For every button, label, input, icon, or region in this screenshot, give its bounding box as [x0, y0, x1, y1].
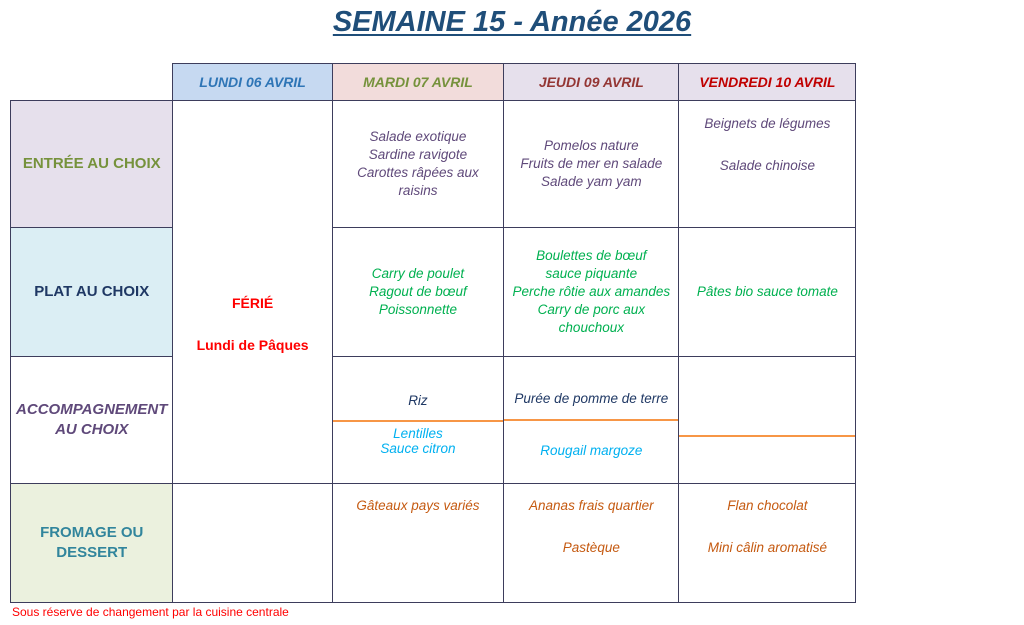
menu-item: Boulettes de bœuf sauce piquante: [536, 248, 647, 281]
menu-item: Riz: [333, 380, 504, 422]
menu-item: Purée de pomme de terre: [504, 379, 678, 421]
dessert-mardi: [332, 484, 504, 603]
menu-item: Sardine ravigote: [368, 147, 468, 162]
day-header-vendredi: VENDREDI 10 AVRIL: [679, 64, 856, 101]
accompagnement-jeudi: [504, 357, 679, 484]
menu-item: Sauce citron: [380, 441, 456, 456]
menu-item: Pastèque: [562, 540, 620, 555]
category-accompagnement: ACCOMPAGNEMENT AU CHOIX: [11, 357, 173, 484]
menu-table: [10, 63, 1024, 603]
entree-vendredi: [679, 101, 856, 228]
category-entree: ENTRÉE AU CHOIX: [11, 101, 173, 228]
dessert-jeudi: [504, 484, 679, 603]
menu-item: Beignets de légumes: [704, 116, 831, 131]
menu-item: Flan chocolat: [727, 498, 808, 513]
lundi-holiday-cell: [173, 101, 332, 484]
menu-item: Carottes râpées aux raisins: [357, 165, 479, 198]
dessert-vendredi: [679, 484, 856, 603]
plat-row: [11, 228, 1024, 357]
accompagnement-mardi: [332, 357, 504, 484]
menu-item: Ragout de bœuf: [369, 284, 467, 299]
menu-item: Perche rôtie aux amandes: [512, 284, 671, 299]
menu-item: Fruits de mer en salade: [520, 156, 663, 171]
menu-item: Pomelos nature: [544, 138, 639, 153]
dessert-lundi: [173, 484, 332, 603]
day-header-lundi: LUNDI 06 AVRIL: [173, 64, 332, 101]
menu-item: Mini câlin aromatisé: [707, 540, 828, 555]
menu-item: Salade exotique: [369, 129, 467, 144]
holiday-name: Lundi de Pâques: [196, 337, 309, 353]
accompagnement-row: [11, 357, 1024, 484]
menu-item: Ananas frais quartier: [529, 498, 654, 513]
accompagnement-vendredi: [679, 357, 856, 484]
menu-item: Carry de porc aux chouchoux: [537, 302, 645, 335]
entree-mardi: [332, 101, 504, 228]
dessert-row: [11, 484, 1024, 603]
menu-item: Poissonnette: [378, 302, 457, 317]
menu-item: Gâteaux pays variés: [356, 498, 480, 513]
page-title: SEMAINE 15 - Année 2026: [332, 6, 692, 38]
footnote: Sous réserve de changement par la cuisine centrale: [12, 605, 289, 619]
plat-jeudi: [504, 228, 679, 357]
category-plat: PLAT AU CHOIX: [11, 228, 173, 357]
menu-item: Carry de poulet: [371, 266, 465, 281]
menu-item: Rougail margoze: [540, 442, 643, 458]
plat-vendredi: [679, 228, 856, 357]
holiday-label: FÉRIÉ: [231, 295, 274, 311]
entree-jeudi: [504, 101, 679, 228]
menu-item: Salade yam yam: [541, 174, 642, 189]
entree-row: [11, 101, 1024, 228]
menu-item: Pâtes bio sauce tomate: [696, 284, 838, 299]
corner-cell: [11, 64, 173, 101]
day-header-mardi: MARDI 07 AVRIL: [332, 64, 504, 101]
day-header-jeudi: JEUDI 09 AVRIL: [504, 64, 679, 101]
plat-mardi: [332, 228, 504, 357]
menu-item: Salade chinoise: [719, 158, 816, 173]
menu-item: Lentilles: [393, 426, 443, 441]
category-dessert: FROMAGE OU DESSERT: [11, 484, 173, 603]
day-header-row: [11, 64, 1024, 101]
